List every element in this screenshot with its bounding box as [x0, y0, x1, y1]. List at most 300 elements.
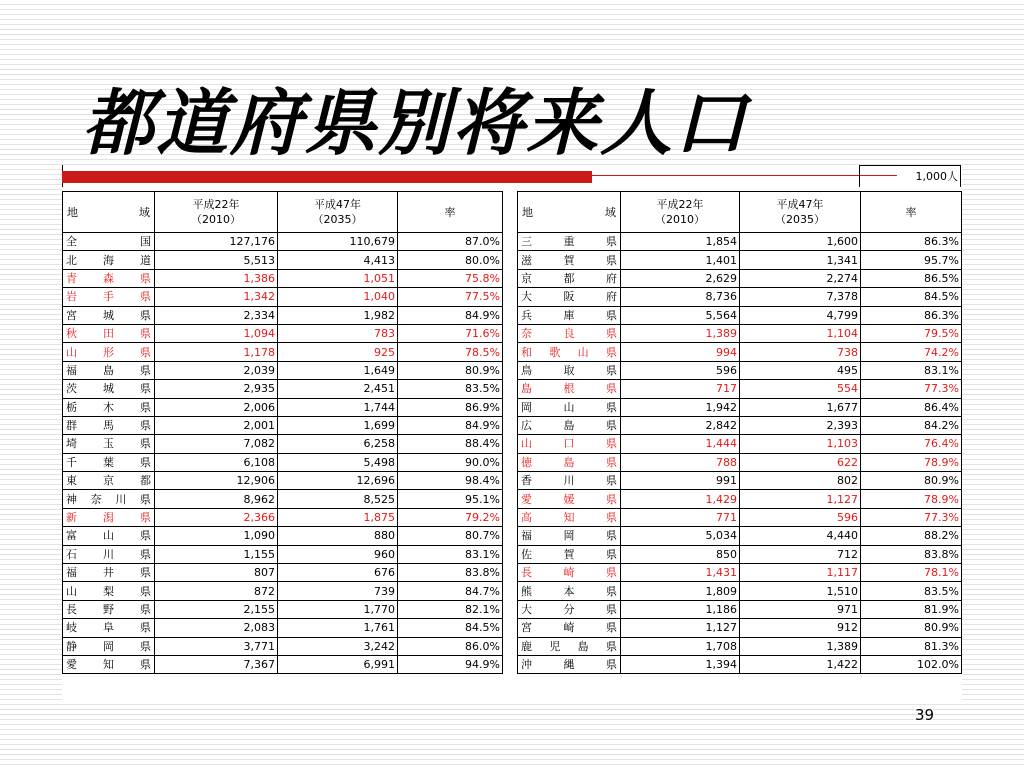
table-row [63, 324, 503, 342]
table-row [63, 233, 503, 251]
population-2035: 880 [278, 527, 398, 545]
population-2035: 1,875 [278, 508, 398, 526]
prefecture-name [518, 306, 621, 324]
population-2010: 1,708 [621, 637, 740, 655]
population-2035: 596 [740, 508, 861, 526]
change-rate: 81.3% [861, 637, 962, 655]
population-2035: 1,341 [740, 251, 861, 269]
population-2010: 12,906 [155, 472, 278, 490]
change-rate: 79.2% [398, 508, 503, 526]
change-rate: 78.5% [398, 343, 503, 361]
prefecture-name-text: 広 島 県 [521, 419, 617, 433]
population-2010: 5,564 [621, 306, 740, 324]
population-2035: 1,600 [740, 233, 861, 251]
prefecture-name [63, 508, 155, 526]
prefecture-name [63, 435, 155, 453]
prefecture-name-text: 滋 賀 県 [521, 253, 617, 267]
table-row [518, 324, 962, 342]
change-rate: 95.1% [398, 490, 503, 508]
prefecture-name [63, 637, 155, 655]
prefecture-name-text: 長 崎 県 [521, 566, 617, 580]
table-row [518, 251, 962, 269]
population-2010: 1,394 [621, 655, 740, 673]
header-2035 [278, 192, 398, 233]
page-number: 39 [915, 706, 935, 724]
prefecture-name [518, 361, 621, 379]
prefecture-name [518, 416, 621, 434]
header-2010-line2: （2010） [655, 213, 705, 226]
table-header-row [63, 192, 503, 233]
table-row [518, 288, 962, 306]
population-2035: 4,440 [740, 527, 861, 545]
table-row [63, 269, 503, 287]
prefecture-name [63, 453, 155, 471]
prefecture-name [518, 472, 621, 490]
prefecture-name [518, 637, 621, 655]
change-rate: 84.7% [398, 582, 503, 600]
prefecture-name [63, 564, 155, 582]
table-row [518, 361, 962, 379]
population-2035: 1,127 [740, 490, 861, 508]
change-rate: 84.5% [861, 288, 962, 306]
prefecture-name [63, 251, 155, 269]
population-2035: 1,677 [740, 398, 861, 416]
prefecture-name [63, 361, 155, 379]
table-row [518, 490, 962, 508]
change-rate: 80.9% [398, 361, 503, 379]
prefecture-name-text: 和 歌 山 県 [521, 345, 617, 359]
population-2035: 971 [740, 600, 861, 618]
decorative-red-line [592, 175, 897, 176]
prefecture-name [518, 564, 621, 582]
population-2035: 6,258 [278, 435, 398, 453]
table-row [518, 545, 962, 563]
population-2010: 1,809 [621, 582, 740, 600]
table-header-row [518, 192, 962, 233]
prefecture-name [518, 453, 621, 471]
change-rate: 86.0% [398, 637, 503, 655]
prefecture-name [63, 545, 155, 563]
header-2035-line2: （2035） [312, 213, 363, 226]
prefecture-name [518, 269, 621, 287]
prefecture-name-text: 茨 城 県 [66, 382, 151, 396]
table-row [518, 527, 962, 545]
population-2035: 2,393 [740, 416, 861, 434]
change-rate: 80.7% [398, 527, 503, 545]
population-2010: 2,935 [155, 380, 278, 398]
prefecture-name-text: 新 潟 県 [66, 511, 151, 525]
table-row [518, 398, 962, 416]
table-row [518, 416, 962, 434]
population-2010: 991 [621, 472, 740, 490]
header-2010-line1: 平成22年 [192, 198, 240, 211]
population-2035: 1,117 [740, 564, 861, 582]
header-area [63, 192, 155, 233]
prefecture-name [518, 655, 621, 673]
prefecture-name-text: 千 葉 県 [66, 455, 151, 469]
header-2035-line2: （2035） [775, 213, 825, 226]
header-rate: 率 [398, 192, 503, 233]
prefecture-name-text: 山 形 県 [66, 345, 151, 359]
prefecture-name-text: 佐 賀 県 [521, 547, 617, 561]
prefecture-name [518, 582, 621, 600]
change-rate: 83.5% [398, 380, 503, 398]
population-2010: 2,006 [155, 398, 278, 416]
population-2010: 1,094 [155, 324, 278, 342]
prefecture-name-text: 徳 島 県 [521, 455, 617, 469]
table-row [63, 453, 503, 471]
prefecture-name [63, 416, 155, 434]
prefecture-name-text: 宮 崎 県 [521, 621, 617, 635]
prefecture-name [63, 380, 155, 398]
header-2035-line1: 平成47年 [776, 198, 824, 211]
header-rate: 率 [861, 192, 962, 233]
prefecture-name [63, 472, 155, 490]
change-rate: 80.9% [861, 472, 962, 490]
table-row [63, 435, 503, 453]
table-row [518, 564, 962, 582]
prefecture-name [518, 380, 621, 398]
population-2010: 1,127 [621, 619, 740, 637]
prefecture-name-text: 神 奈 川 県 [66, 492, 151, 506]
prefecture-name-text: 鹿 児 島 県 [521, 639, 617, 653]
change-rate: 87.0% [398, 233, 503, 251]
prefecture-name-text: 福 岡 県 [521, 529, 617, 543]
table-row [518, 343, 962, 361]
population-2035: 7,378 [740, 288, 861, 306]
right-population-table [517, 191, 962, 674]
table-row [63, 343, 503, 361]
prefecture-name [63, 306, 155, 324]
change-rate: 77.3% [861, 380, 962, 398]
prefecture-name-text: 高 知 県 [521, 511, 617, 525]
prefecture-name [518, 324, 621, 342]
population-2010: 2,842 [621, 416, 740, 434]
table-row [63, 600, 503, 618]
prefecture-name [63, 619, 155, 637]
table-row [63, 490, 503, 508]
prefecture-name-text: 岐 阜 県 [66, 621, 151, 635]
change-rate: 81.9% [861, 600, 962, 618]
header-area-char: 域 [139, 205, 150, 219]
population-2035: 554 [740, 380, 861, 398]
change-rate: 86.3% [861, 233, 962, 251]
change-rate: 83.1% [861, 361, 962, 379]
change-rate: 77.3% [861, 508, 962, 526]
prefecture-name-text: 沖 縄 県 [521, 658, 617, 672]
prefecture-name-text: 大 分 県 [521, 603, 617, 616]
table-row [63, 637, 503, 655]
population-2010: 1,444 [621, 435, 740, 453]
population-2035: 622 [740, 453, 861, 471]
left-population-table [62, 191, 503, 674]
population-2035: 1,051 [278, 269, 398, 287]
unit-label: 1,000人 [859, 165, 961, 187]
prefecture-name [518, 600, 621, 618]
population-2035: 6,991 [278, 655, 398, 673]
prefecture-name [518, 343, 621, 361]
population-2035: 1,699 [278, 416, 398, 434]
change-rate: 84.9% [398, 416, 503, 434]
prefecture-name [518, 233, 621, 251]
prefecture-name [63, 343, 155, 361]
population-2035: 1,770 [278, 600, 398, 618]
table-row [63, 564, 503, 582]
change-rate: 86.4% [861, 398, 962, 416]
change-rate: 75.8% [398, 269, 503, 287]
change-rate: 83.5% [861, 582, 962, 600]
prefecture-name [63, 398, 155, 416]
table-row [63, 655, 503, 673]
change-rate: 84.9% [398, 306, 503, 324]
population-2035: 4,413 [278, 251, 398, 269]
prefecture-name [518, 508, 621, 526]
population-2035: 1,040 [278, 288, 398, 306]
population-2010: 1,386 [155, 269, 278, 287]
population-2035: 12,696 [278, 472, 398, 490]
population-2035: 1,982 [278, 306, 398, 324]
change-rate: 88.2% [861, 527, 962, 545]
change-rate: 83.8% [398, 564, 503, 582]
change-rate: 77.5% [398, 288, 503, 306]
table-row [63, 508, 503, 526]
prefecture-name-text: 長 野 県 [66, 603, 151, 616]
population-2010: 5,034 [621, 527, 740, 545]
prefecture-name-text: 愛 媛 県 [521, 492, 617, 506]
prefecture-name-text: 鳥 取 県 [521, 363, 617, 377]
population-2010: 8,736 [621, 288, 740, 306]
prefecture-name-text: 愛 知 県 [66, 658, 151, 672]
change-rate: 98.4% [398, 472, 503, 490]
table-row [63, 619, 503, 637]
change-rate: 86.3% [861, 306, 962, 324]
population-2035: 1,389 [740, 637, 861, 655]
prefecture-name [518, 251, 621, 269]
population-2010: 850 [621, 545, 740, 563]
change-rate: 80.0% [398, 251, 503, 269]
header-area-char: 域 [605, 205, 616, 219]
population-2010: 1,090 [155, 527, 278, 545]
population-2035: 5,498 [278, 453, 398, 471]
population-2010: 1,186 [621, 600, 740, 618]
table-row [518, 472, 962, 490]
population-2010: 1,431 [621, 564, 740, 582]
population-2010: 1,178 [155, 343, 278, 361]
population-2010: 1,429 [621, 490, 740, 508]
header-area-char: 地 [522, 205, 533, 219]
population-2010: 1,389 [621, 324, 740, 342]
header-2010-line2: （2010） [191, 213, 241, 226]
prefecture-name-text: 北 海 道 [66, 253, 151, 267]
prefecture-name-text: 岡 山 県 [521, 400, 617, 414]
population-2035: 1,649 [278, 361, 398, 379]
table-row [518, 655, 962, 673]
population-2010: 2,334 [155, 306, 278, 324]
table-row [63, 288, 503, 306]
prefecture-name-text: 栃 木 県 [66, 400, 151, 414]
prefecture-name [63, 582, 155, 600]
change-rate: 79.5% [861, 324, 962, 342]
prefecture-name [63, 527, 155, 545]
table-row [63, 416, 503, 434]
prefecture-name-text: 石 川 県 [66, 547, 151, 561]
population-sheet [62, 165, 962, 700]
population-2010: 127,176 [155, 233, 278, 251]
population-2010: 7,082 [155, 435, 278, 453]
page-title: 都道府県別将来人口 [82, 81, 749, 165]
change-rate: 76.4% [861, 435, 962, 453]
table-row [518, 233, 962, 251]
prefecture-name [518, 435, 621, 453]
change-rate: 83.1% [398, 545, 503, 563]
population-2010: 771 [621, 508, 740, 526]
population-2010: 807 [155, 564, 278, 582]
population-2035: 739 [278, 582, 398, 600]
prefecture-name-text: 東 京 都 [66, 474, 151, 488]
table-row [63, 527, 503, 545]
header-2035-line1: 平成47年 [314, 198, 361, 211]
population-2010: 1,854 [621, 233, 740, 251]
population-2035: 495 [740, 361, 861, 379]
change-rate: 78.1% [861, 564, 962, 582]
prefecture-name-text: 香 川 県 [521, 474, 617, 488]
population-2010: 2,366 [155, 508, 278, 526]
change-rate: 80.9% [861, 619, 962, 637]
change-rate: 83.8% [861, 545, 962, 563]
change-rate: 84.5% [398, 619, 503, 637]
population-2035: 1,510 [740, 582, 861, 600]
prefecture-name-text: 山 口 県 [521, 437, 617, 451]
table-row [63, 472, 503, 490]
prefecture-name-text: 京 都 府 [521, 271, 617, 285]
table-row [518, 453, 962, 471]
population-2035: 1,103 [740, 435, 861, 453]
table-row [63, 545, 503, 563]
population-2010: 1,401 [621, 251, 740, 269]
population-2035: 676 [278, 564, 398, 582]
header-2010-line1: 平成22年 [656, 198, 704, 211]
population-2010: 2,039 [155, 361, 278, 379]
right-table-body [518, 233, 962, 674]
prefecture-name [63, 324, 155, 342]
population-2035: 802 [740, 472, 861, 490]
population-2035: 738 [740, 343, 861, 361]
population-2010: 8,962 [155, 490, 278, 508]
prefecture-name-text: 兵 庫 県 [521, 308, 617, 322]
change-rate: 84.2% [861, 416, 962, 434]
population-2010: 1,155 [155, 545, 278, 563]
population-2035: 2,451 [278, 380, 398, 398]
table-row [63, 251, 503, 269]
prefecture-name-text: 福 島 県 [66, 363, 151, 377]
prefecture-name-text: 群 馬 県 [66, 419, 151, 433]
prefecture-name [518, 527, 621, 545]
table-row [63, 380, 503, 398]
change-rate: 71.6% [398, 324, 503, 342]
table-row [518, 380, 962, 398]
change-rate: 88.4% [398, 435, 503, 453]
prefecture-name [63, 655, 155, 673]
prefecture-name [63, 490, 155, 508]
population-2035: 1,761 [278, 619, 398, 637]
header-2035 [740, 192, 861, 233]
population-2010: 2,001 [155, 416, 278, 434]
prefecture-name-text: 山 梨 県 [66, 584, 151, 598]
prefecture-name-text: 秋 田 県 [66, 327, 151, 341]
change-rate: 94.9% [398, 655, 503, 673]
change-rate: 78.9% [861, 453, 962, 471]
table-row [518, 435, 962, 453]
header-area-char: 地 [67, 205, 78, 219]
header-area [518, 192, 621, 233]
left-table-body [63, 233, 503, 674]
prefecture-name [518, 288, 621, 306]
table-row [518, 306, 962, 324]
population-2010: 596 [621, 361, 740, 379]
table-row [518, 600, 962, 618]
population-2010: 994 [621, 343, 740, 361]
population-2035: 912 [740, 619, 861, 637]
population-2035: 712 [740, 545, 861, 563]
population-2035: 110,679 [278, 233, 398, 251]
population-2010: 2,629 [621, 269, 740, 287]
prefecture-name-text: 富 山 県 [66, 529, 151, 543]
population-2010: 1,942 [621, 398, 740, 416]
table-row [518, 508, 962, 526]
population-2010: 2,083 [155, 619, 278, 637]
population-2035: 3,242 [278, 637, 398, 655]
population-2035: 960 [278, 545, 398, 563]
header-2010 [621, 192, 740, 233]
change-rate: 102.0% [861, 655, 962, 673]
population-2010: 6,108 [155, 453, 278, 471]
population-2010: 872 [155, 582, 278, 600]
prefecture-name [63, 233, 155, 251]
prefecture-name-text: 島 根 県 [521, 382, 617, 396]
prefecture-name-text: 青 森 県 [66, 271, 151, 285]
prefecture-name-text: 静 岡 県 [66, 639, 151, 653]
prefecture-name [518, 545, 621, 563]
prefecture-name-text: 岩 手 県 [66, 290, 151, 304]
prefecture-name-text: 大 阪 府 [521, 290, 617, 304]
prefecture-name [518, 619, 621, 637]
prefecture-name-text: 埼 玉 県 [66, 437, 151, 451]
table-row [63, 306, 503, 324]
population-2035: 925 [278, 343, 398, 361]
population-2010: 5,513 [155, 251, 278, 269]
table-row [63, 398, 503, 416]
population-2035: 783 [278, 324, 398, 342]
prefecture-name-text: 宮 城 県 [66, 308, 151, 322]
population-2010: 7,367 [155, 655, 278, 673]
population-2035: 2,274 [740, 269, 861, 287]
prefecture-name [518, 490, 621, 508]
table-row [518, 637, 962, 655]
population-2035: 4,799 [740, 306, 861, 324]
population-2010: 1,342 [155, 288, 278, 306]
change-rate: 82.1% [398, 600, 503, 618]
table-row [518, 269, 962, 287]
prefecture-name-text: 奈 良 県 [521, 327, 617, 341]
change-rate: 78.9% [861, 490, 962, 508]
decorative-red-bar [62, 171, 592, 183]
prefecture-name [518, 398, 621, 416]
change-rate: 90.0% [398, 453, 503, 471]
change-rate: 86.9% [398, 398, 503, 416]
table-row [518, 582, 962, 600]
change-rate: 74.2% [861, 343, 962, 361]
header-2010 [155, 192, 278, 233]
